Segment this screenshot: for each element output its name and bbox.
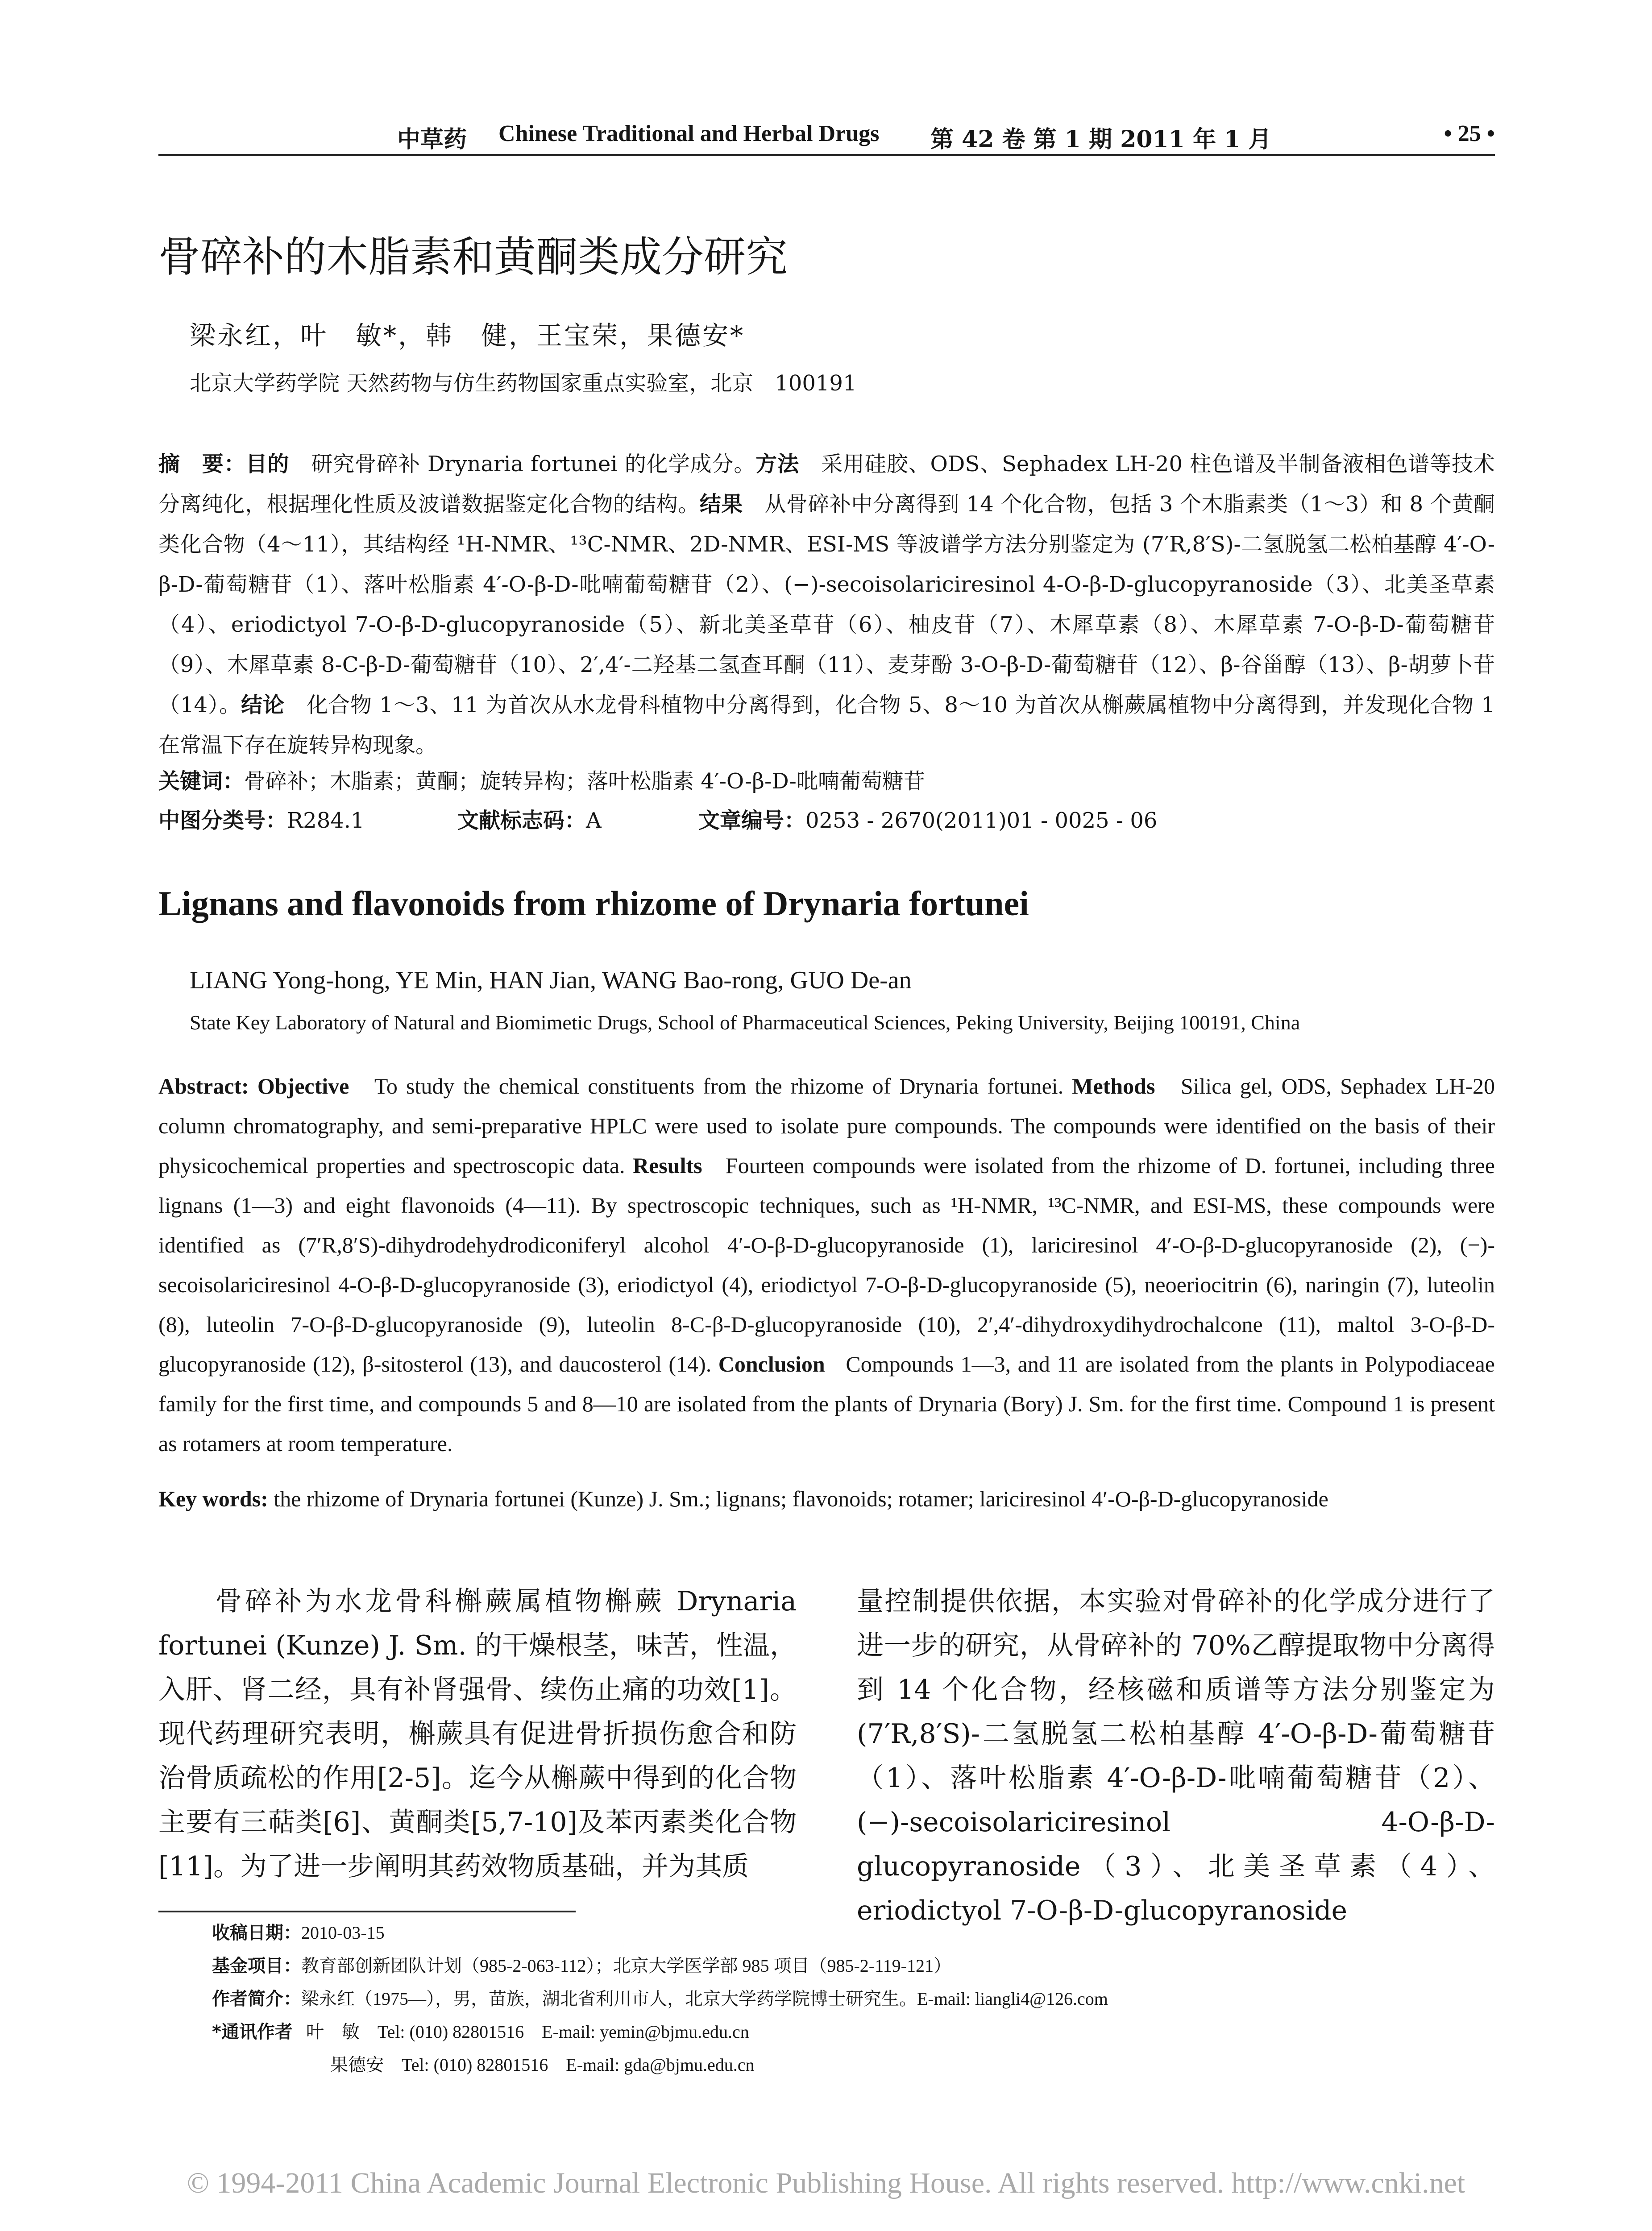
doc-code: [457, 803, 602, 834]
footnote-rule: [158, 1911, 576, 1912]
keywords-en: [158, 1486, 1328, 1512]
results-label-cn: 结果: [699, 492, 743, 517]
body-column-left: [158, 1580, 797, 1889]
doc-value: A: [586, 808, 602, 833]
footnote-received: [212, 1919, 385, 1944]
footnote-fund: [212, 1952, 951, 1977]
corr-author-1: 叶 敏 Tel: (010) 82801516 E-mail: yemin@bjmu.edu.cn: [306, 2022, 749, 2042]
conclusion-label-en: Conclusion: [718, 1352, 825, 1377]
article-code: [698, 803, 1157, 834]
footnote-corresponding: [212, 2018, 749, 2043]
keywords-en-label: Key words:: [158, 1486, 268, 1511]
corr-label: *通讯作者: [212, 2022, 293, 2042]
keywords-en-text: the rhizome of Drynaria fortunei (Kunze) J. Sm.; lignans; flavonoids; rotamer; lariciresinol 4′-O-β-D-glucopyranoside: [274, 1486, 1328, 1511]
body-column-right: 量控制提供依据，本实验对骨碎补的化学成分进行了进一步的研究，从骨碎补的 70%乙醇提取物中分离得到 14 个化合物，经核磁和质谱等方法分别鉴定为 (7′R,8′S)-二氢脱氢二松柏基醇 4′-O-β-D-葡萄糖苷（1）、落叶松脂素 4′-O-β-D-吡喃葡萄糖苷（2）、(−)-secoisolariciresinol 4-O-β-D-glucopyranoside（3）、北美圣草素（4）、eriodictyol 7-O-β-D-glucopyranoside: [857, 1586, 1495, 1926]
affiliation-en: State Key Laboratory of Natural and Biomimetic Drugs, School of Pharmaceutical Sciences, Peking University, Beijing 100191, China: [190, 1011, 1300, 1034]
author-label: 作者简介：: [212, 1989, 301, 2009]
conclusion-label-cn: 结论: [241, 693, 285, 717]
affiliation-cn: 北京大学药学院 天然药物与仿生药物国家重点实验室，北京 100191: [190, 371, 857, 396]
received-value: 2010-03-15: [301, 1923, 385, 1943]
body-left-text: 骨碎补为水龙骨科槲蕨属植物槲蕨 Drynaria fortunei (Kunze) J. Sm. 的干燥根茎，味苦，性温，入肝、肾二经，具有补肾强骨、续伤止痛的功效[1]。现代药理研究表明，槲蕨具有促进骨折损伤愈合和防治骨质疏松的作用[2-5]。迄今从槲蕨中得到的化合物主要有三萜类[6]、黄酮类[5,7-10]及苯丙素类化合物[11]。为了进一步阐明其药效物质基础，并为其质: [158, 1586, 797, 1882]
article-value: 0253 - 2670(2011)01 - 0025 - 06: [805, 808, 1158, 833]
methods-cn: 采用硅胶、ODS、Sephadex LH-20 柱色谱及半制备液相色谱等技术分离纯化，根据理化性质及波谱数据鉴定化合物的结构。: [158, 452, 1495, 517]
clc-value: R284.1: [287, 808, 365, 833]
doc-label: 文献标志码：: [457, 808, 586, 833]
keywords-cn: [158, 764, 1495, 795]
objective-label-cn: 目的: [245, 452, 290, 477]
footnote-corresponding-2: 果德安 Tel: (010) 82801516 E-mail: gda@bjmu.edu.cn: [330, 2055, 755, 2075]
keywords-cn-text: 骨碎补；木脂素；黄酮；旋转异构；落叶松脂素 4′-O-β-D-吡喃葡萄糖苷: [244, 769, 925, 794]
authors-cn: 梁永红，叶 敏*，韩 健，王宝荣，果德安*: [190, 320, 745, 351]
received-label: 收稿日期：: [212, 1923, 301, 1943]
running-header: [158, 117, 1495, 153]
objective-label-en: Objective: [257, 1074, 349, 1099]
abstract-cn-label: 摘 要：: [158, 452, 246, 477]
results-label-en: Results: [633, 1153, 702, 1178]
conclusion-cn: 化合物 1～3、11 为首次从水龙骨科植物中分离得到，化合物 5、8～10 为首次从槲蕨属植物中分离得到，并发现化合物 1 在常温下存在旋转异构现象。: [158, 693, 1495, 758]
abstract-en: [158, 1066, 1495, 1464]
fund-label: 基金项目：: [212, 1956, 301, 1976]
methods-en: Silica gel, ODS, Sephadex LH-20 column chromatography, and semi-preparative HPLC were used to isolate pure compounds. The compounds were identified on the basis of their physicochemical properties and spectroscopic data.: [158, 1074, 1495, 1178]
abstract-cn: [158, 444, 1495, 765]
results-cn: 从骨碎补中分离得到 14 个化合物，包括 3 个木脂素类（1～3）和 8 个黄酮类化合物（4～11），其结构经 ¹H-NMR、¹³C-NMR、2D-NMR、ESI-MS 等波谱学方法分别鉴定为 (7′R,8′S)-二氢脱氢二松柏基醇 4′-O-β-D-葡萄糖苷（1）、落叶松脂素 4′-O-β-D-吡喃葡萄糖苷（2）、(−)-secoisolariciresinol 4-O-β-D-glucopyranoside（3）、北美圣草素（4）、eriodictyol 7-O-β-D-glucopyranoside（5）、新北美圣草苷（6）、柚皮苷（7）、木犀草素（8）、木犀草素 7-O-β-D-葡萄糖苷（9）、木犀草素 8-C-β-D-葡萄糖苷（10）、2′,4′-二羟基二氢查耳酮（11）、麦芽酚 3-O-β-D-葡萄糖苷（12）、β-谷甾醇（13）、β-胡萝卜苷（14）。: [158, 492, 1495, 717]
abstract-en-label: Abstract:: [158, 1074, 249, 1099]
footnote-author: [212, 1985, 1108, 2010]
methods-label-en: Methods: [1072, 1074, 1155, 1099]
authors-en: LIANG Yong-hong, YE Min, HAN Jian, WANG Bao-rong, GUO De-an: [190, 966, 912, 994]
journal-name-cn: 中草药: [397, 126, 467, 153]
clc-label: 中图分类号：: [158, 808, 287, 833]
copyright-notice: © 1994-2011 China Academic Journal Electronic Publishing House. All rights reserved. http://www.cnki.net: [187, 2167, 1465, 2199]
methods-label-cn: 方法: [755, 452, 800, 477]
article-label: 文章编号：: [698, 808, 806, 833]
page-number: • 25 •: [1444, 121, 1495, 146]
title-en: Lignans and flavonoids from rhizome of Drynaria fortunei: [158, 884, 1029, 923]
objective-en: To study the chemical constituents from the rhizome of Drynaria fortunei.: [374, 1074, 1064, 1099]
keywords-cn-label: 关键词：: [158, 769, 245, 794]
results-en: Fourteen compounds were isolated from the rhizome of D. fortunei, including three lignans (1—3) and eight flavonoids (4—11). By spectroscopic techniques, such as ¹H-NMR, ¹³C-NMR, and ESI-MS, these compounds were identified as (7′R,8′S)-dihydrodehydrodiconiferyl alcohol 4′-O-β-D-glucopyranoside (1), lariciresinol 4′-O-β-D-glucopyranoside (2), (−)-secoisolariciresinol 4-O-β-D-glucopyranoside (3), eriodictyol (4), eriodictyol 7-O-β-D-glucopyranoside (5), neoeriocitrin (6), naringin (7), luteolin (8), luteolin 7-O-β-D-glucopyranoside (9), luteolin 8-C-β-D-glucopyranoside (10), 2′,4′-dihydroxydihydrochalcone (11), maltol 3-O-β-D-glucopyranoside (12), β-sitosterol (13), and daucosterol (14).: [158, 1153, 1495, 1377]
conclusion-en: Compounds 1—3, and 11 are isolated from the plants in Polypodiaceae family for the first time, and compounds 5 and 8—10 are isolated from the plants of Drynaria (Bory) J. Sm. for the first time. Compound 1 is present as rotamers at room temperature.: [158, 1352, 1495, 1456]
fund-value: 教育部创新团队计划（985-2-063-112）；北京大学医学部 985 项目（985-2-119-121）: [301, 1956, 951, 1976]
objective-cn: 研究骨碎补 Drynaria fortunei 的化学成分。: [311, 452, 756, 477]
clc-code: [158, 803, 365, 834]
issue-info: 第 42 卷 第 1 期 2011 年 1 月: [930, 126, 1272, 153]
header-rule: [158, 154, 1495, 156]
author-value: 梁永红（1975—），男，苗族，湖北省利川市人，北京大学药学院博士研究生。E-mail: liangli4@126.com: [301, 1989, 1108, 2009]
title-cn: 骨碎补的木脂素和黄酮类成分研究: [158, 233, 788, 282]
journal-name-en: Chinese Traditional and Herbal Drugs: [498, 121, 880, 146]
